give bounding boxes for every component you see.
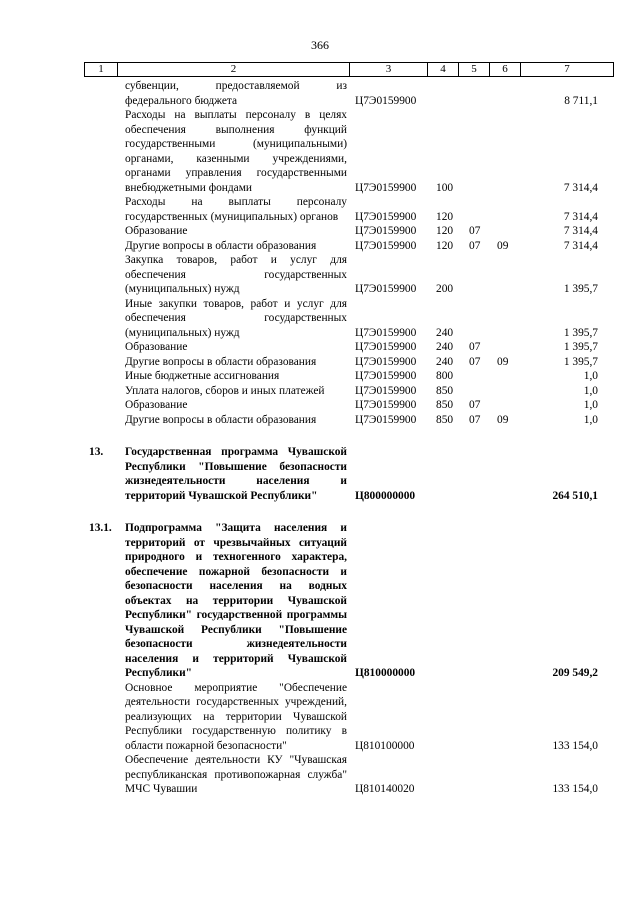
row-name: Расходы на выплаты персоналу государственных (муниципальных) органов xyxy=(125,196,347,223)
header-col-6: 6 xyxy=(502,63,508,75)
row-name: Другие вопросы в области образования xyxy=(125,413,317,426)
row-col-4: 850 xyxy=(436,384,454,397)
row-name: Образование xyxy=(125,225,188,237)
column-header-row xyxy=(84,62,614,77)
row-code: Ц7Э0159900 xyxy=(355,210,417,223)
row-code: Ц7Э0159900 xyxy=(355,384,417,397)
row-name: Иные бюджетные ассигнования xyxy=(125,370,280,382)
row-number: 13. xyxy=(89,446,104,458)
row-amount: 7 314,4 xyxy=(563,210,598,223)
row-amount: 1,0 xyxy=(583,370,598,382)
row-col-4: 850 xyxy=(436,399,454,411)
row-name: Другие вопросы в области образования xyxy=(125,355,317,368)
page-number: 366 xyxy=(311,38,329,52)
table-row xyxy=(0,384,640,399)
row-amount: 1,0 xyxy=(583,384,598,397)
row-code: Ц7Э0159900 xyxy=(355,181,417,194)
row-col-4: 800 xyxy=(436,370,454,382)
row-name: Закупка товаров, работ и услуг для обеспечения государственных (муниципальных) нужд xyxy=(125,254,347,295)
row-amount: 7 314,4 xyxy=(563,225,598,237)
row-col-6: 09 xyxy=(497,413,509,426)
row-code: Ц7Э0159900 xyxy=(355,341,417,353)
row-code: Ц810000000 xyxy=(355,667,416,679)
row-code: Ц7Э0159900 xyxy=(355,94,417,107)
table-row xyxy=(0,224,640,239)
table-row xyxy=(0,355,640,370)
table-row xyxy=(0,681,640,754)
table-row xyxy=(0,108,640,195)
row-amount: 1 395,7 xyxy=(563,341,598,353)
row-name: Основное мероприятие "Обеспечение деятельности государственных учреждений, реализующих на территории Чувашской Республики государственную политику в области пожарной безопасности" xyxy=(125,681,347,752)
row-col-5: 07 xyxy=(469,399,481,411)
row-amount: 264 510,1 xyxy=(552,489,598,502)
row-col-4: 240 xyxy=(436,341,454,353)
row-name: Уплата налогов, сборов и иных платежей xyxy=(125,384,325,397)
row-amount: 1 395,7 xyxy=(563,283,598,295)
row-code: Ц810100000 xyxy=(355,739,415,752)
row-name: Подпрограмма "Защита населения и территорий от чрезвычайных ситуаций природного и техногенного характера, обеспечение пожарной безопасности и безопасности населения на водных объектах на территории Чувашской Республики" государственной программы Чувашской Республики "Повышение безопасности жизнедеятельности населения и территорий Чувашской Республики" xyxy=(125,522,347,679)
row-col-4: 240 xyxy=(436,326,454,339)
header-col-4: 4 xyxy=(440,63,446,75)
table-row xyxy=(0,369,640,384)
row-code: Ц7Э0159900 xyxy=(355,326,417,339)
budget-table xyxy=(0,79,640,797)
table-row xyxy=(0,297,640,341)
row-amount: 133 154,0 xyxy=(552,783,598,795)
header-col-7: 7 xyxy=(564,63,570,75)
row-col-4: 100 xyxy=(436,181,454,194)
program-row xyxy=(0,445,640,503)
row-amount: 8 711,1 xyxy=(564,94,598,107)
header-col-3: 3 xyxy=(385,63,392,75)
row-name: Другие вопросы в области образования xyxy=(125,239,317,252)
row-amount: 1 395,7 xyxy=(563,355,598,368)
row-col-4: 240 xyxy=(436,355,454,368)
table-row xyxy=(0,79,640,108)
header-col-5: 5 xyxy=(471,63,477,75)
row-amount: 133 154,0 xyxy=(552,739,598,752)
row-col-4: 200 xyxy=(436,283,454,295)
row-col-4: 850 xyxy=(436,413,454,426)
row-col-4: 120 xyxy=(436,239,454,252)
row-name: Иные закупки товаров, работ и услуг для обеспечения государственных (муниципальных) нужд xyxy=(125,297,347,339)
row-name: Образование xyxy=(125,399,188,411)
row-code: Ц7Э0159900 xyxy=(355,239,417,252)
row-col-6: 09 xyxy=(497,355,509,368)
table-row xyxy=(0,195,640,224)
row-col-5: 07 xyxy=(469,355,481,368)
row-name: Государственная программа Чувашской Республики "Повышение безопасности жизнедеятельности населения и территорий Чувашской Республики" xyxy=(125,446,347,502)
row-amount: 1,0 xyxy=(583,399,598,411)
subprogram-row xyxy=(0,521,640,681)
row-col-5: 07 xyxy=(469,413,481,426)
row-col-5: 07 xyxy=(469,341,481,353)
row-code: Ц7Э0159900 xyxy=(355,225,417,237)
row-col-4: 120 xyxy=(436,225,454,237)
row-code: Ц7Э0159900 xyxy=(355,413,417,426)
row-number: 13.1. xyxy=(89,522,112,534)
section-spacer xyxy=(0,503,640,521)
table-row xyxy=(0,253,640,297)
table-row xyxy=(0,413,640,428)
row-amount: 1,0 xyxy=(583,413,598,426)
row-name: Расходы на выплаты персоналу в целях обеспечения выполнения функций государственными (муниципальными) органами, казенными учреждениями, органами управления государственными внебюджетными фондами xyxy=(125,109,347,194)
header-col-1: 1 xyxy=(98,63,104,75)
row-code: Ц7Э0159900 xyxy=(355,399,417,411)
row-col-5: 07 xyxy=(469,239,481,252)
table-row xyxy=(0,239,640,254)
row-code: Ц800000000 xyxy=(355,489,416,502)
table-row xyxy=(0,398,640,413)
row-amount: 7 314,4 xyxy=(563,239,598,252)
row-amount: 209 549,2 xyxy=(552,667,598,679)
row-name: Обеспечение деятельности КУ "Чувашская республиканская противопожарная служба" МЧС Чувашии xyxy=(125,754,347,795)
table-row xyxy=(0,753,640,797)
table-row xyxy=(0,340,640,355)
row-code: Ц7Э0159900 xyxy=(355,370,417,382)
header-col-2: 2 xyxy=(230,63,237,75)
row-col-6: 09 xyxy=(497,239,509,252)
row-amount: 7 314,4 xyxy=(563,181,598,194)
row-col-4: 120 xyxy=(436,210,454,223)
section-spacer xyxy=(0,427,640,445)
row-code: Ц7Э0159900 xyxy=(355,355,417,368)
row-code: Ц7Э0159900 xyxy=(355,283,417,295)
row-col-5: 07 xyxy=(469,225,481,237)
row-code: Ц810140020 xyxy=(355,783,415,795)
row-name: Образование xyxy=(125,341,188,353)
row-name: субвенции, предоставляемой из федерального бюджета xyxy=(125,80,347,107)
row-amount: 1 395,7 xyxy=(563,326,598,339)
